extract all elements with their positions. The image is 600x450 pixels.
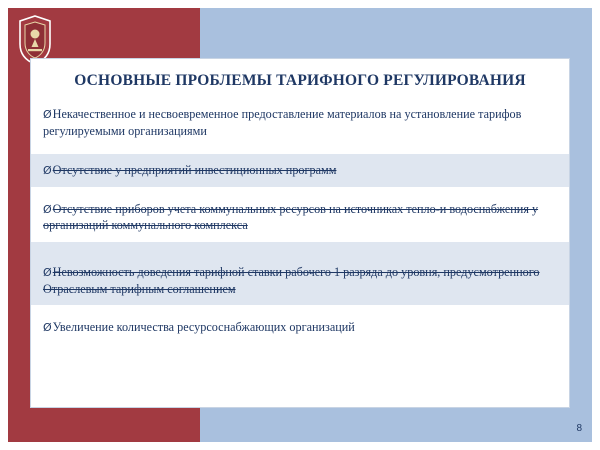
bullet-icon: Ø bbox=[43, 108, 52, 122]
bullet-icon: Ø bbox=[43, 202, 52, 216]
frame-top bbox=[0, 0, 600, 8]
bullet-icon: Ø bbox=[43, 265, 52, 279]
list-item-text: Отсутствие приборов учета коммунальных ресурсов на источниках тепло-и водоснабжения у организаций коммунального комплекса bbox=[43, 201, 539, 233]
frame-bottom bbox=[0, 442, 600, 450]
frame-left bbox=[0, 0, 8, 450]
list-item bbox=[31, 311, 569, 344]
list-item bbox=[31, 193, 569, 242]
bullet-icon: Ø bbox=[43, 321, 52, 335]
list-item bbox=[31, 154, 569, 187]
page-number: 8 bbox=[576, 423, 582, 434]
list-item bbox=[31, 98, 569, 147]
content-panel bbox=[30, 58, 570, 408]
problem-list bbox=[31, 98, 569, 344]
list-item-text: Увеличение количества ресурсоснабжающих организаций bbox=[52, 320, 355, 335]
list-item-text: Невозможность доведения тарифной ставки рабочего 1 разряда до уровня, предусмотренного Отраслевым тарифным соглашением bbox=[43, 264, 540, 296]
bullet-icon: Ø bbox=[43, 163, 52, 177]
frame-right bbox=[592, 0, 600, 450]
list-item bbox=[31, 256, 569, 305]
list-item-text: Некачественное и несвоевременное предоставление материалов на установление тарифов регулируемыми организациями bbox=[43, 107, 522, 139]
list-item-text: Отсутствие у предприятий инвестиционных программ bbox=[52, 162, 337, 177]
row-spacer bbox=[31, 242, 569, 256]
page-title: ОСНОВНЫЕ ПРОБЛЕМЫ ТАРИФНОГО РЕГУЛИРОВАНИЯ bbox=[74, 72, 526, 89]
